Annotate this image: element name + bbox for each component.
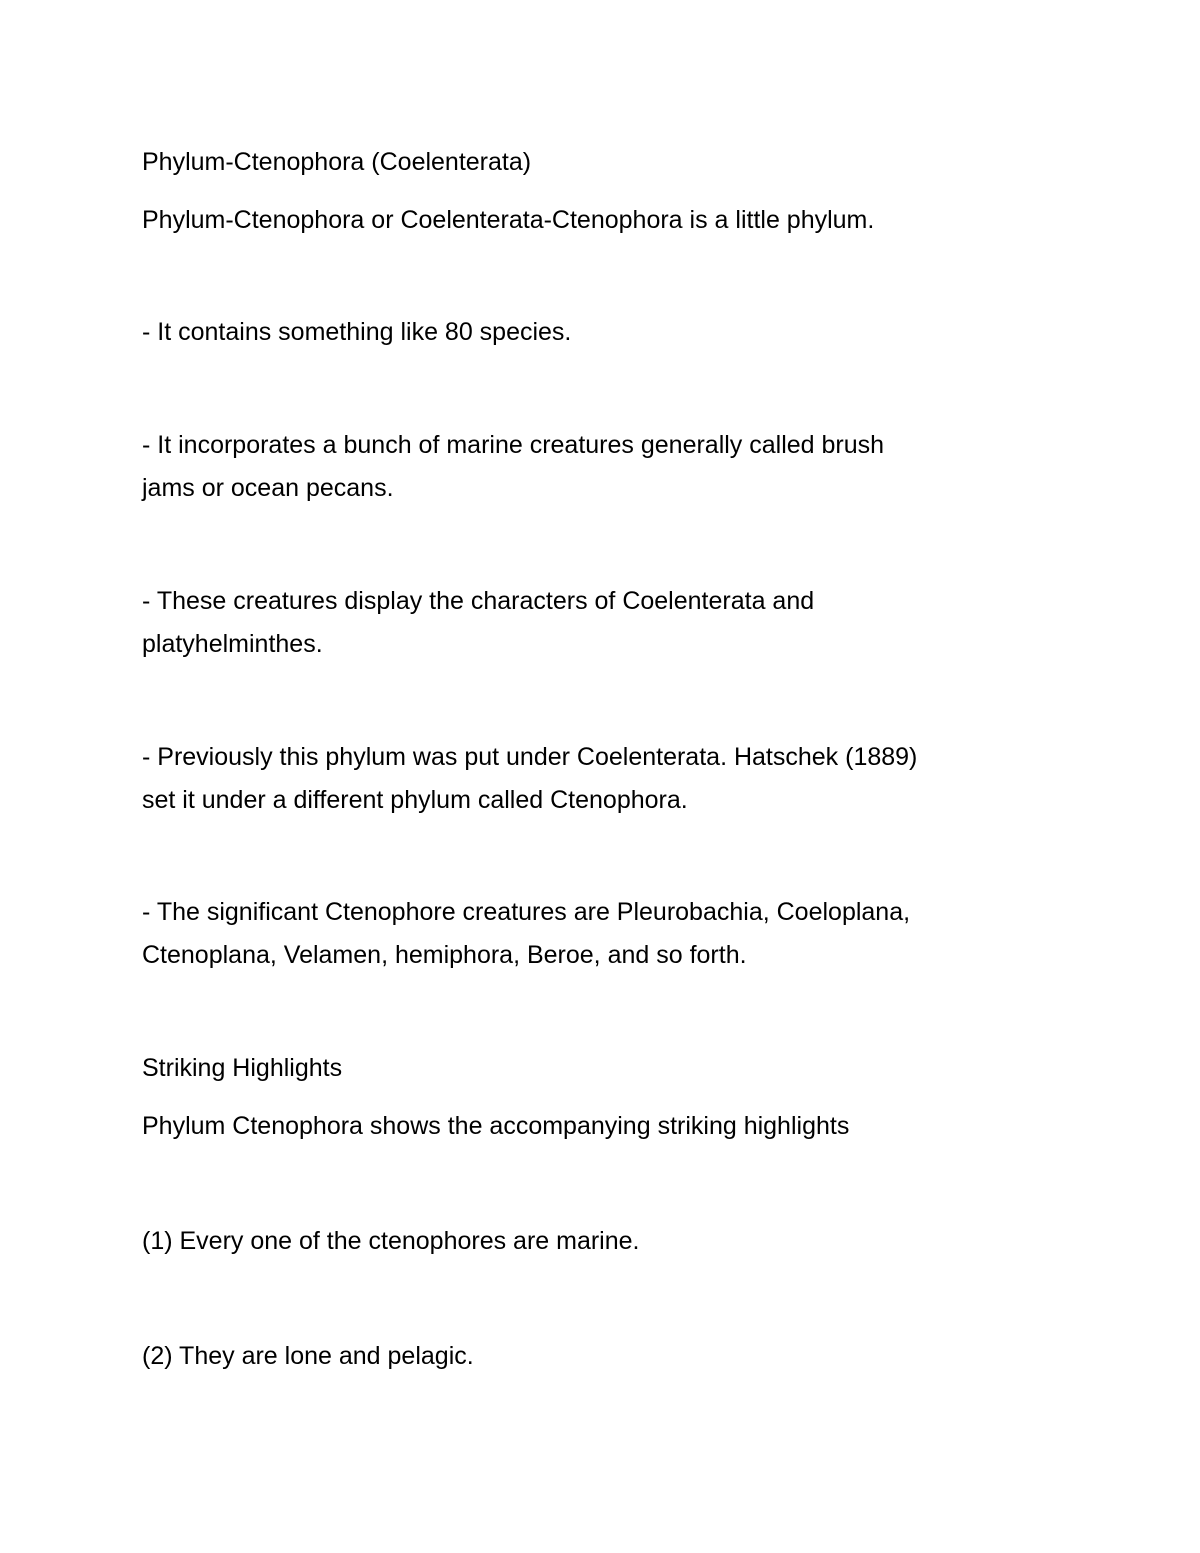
bullet-line: jams or ocean pecans. xyxy=(142,474,394,502)
feature-item: (2) They are lone and pelagic. xyxy=(142,1342,474,1370)
bullet-species-count: - It contains something like 80 species. xyxy=(142,318,572,346)
feature-item: (1) Every one of the ctenophores are marine. xyxy=(142,1227,640,1255)
document-title: Phylum-Ctenophora (Coelenterata) xyxy=(142,148,532,176)
bullet-classification-history xyxy=(142,736,1042,822)
bullet-line: set it under a different phylum called Ctenophora. xyxy=(142,786,688,814)
section-intro: Phylum Ctenophora shows the accompanying striking highlights xyxy=(142,1112,850,1140)
bullet-line: - These creatures display the characters of Coelenterata and xyxy=(142,587,815,615)
bullet-line: - It incorporates a bunch of marine creatures generally called brush xyxy=(142,431,885,459)
bullet-marine-creatures xyxy=(142,424,1042,510)
intro-paragraph: Phylum-Ctenophora or Coelenterata-Ctenophora is a little phylum. xyxy=(142,206,875,234)
bullet-line: - The significant Ctenophore creatures are Pleurobachia, Coeloplana, xyxy=(142,898,911,926)
bullet-characters xyxy=(142,580,1042,666)
bullet-line: platyhelminthes. xyxy=(142,630,323,658)
bullet-line: Ctenoplana, Velamen, hemiphora, Beroe, and so forth. xyxy=(142,941,747,969)
bullet-significant-creatures xyxy=(142,891,1042,977)
section-heading: Striking Highlights xyxy=(142,1054,343,1082)
bullet-line: - Previously this phylum was put under Coelenterata. Hatschek (1889) xyxy=(142,743,918,771)
